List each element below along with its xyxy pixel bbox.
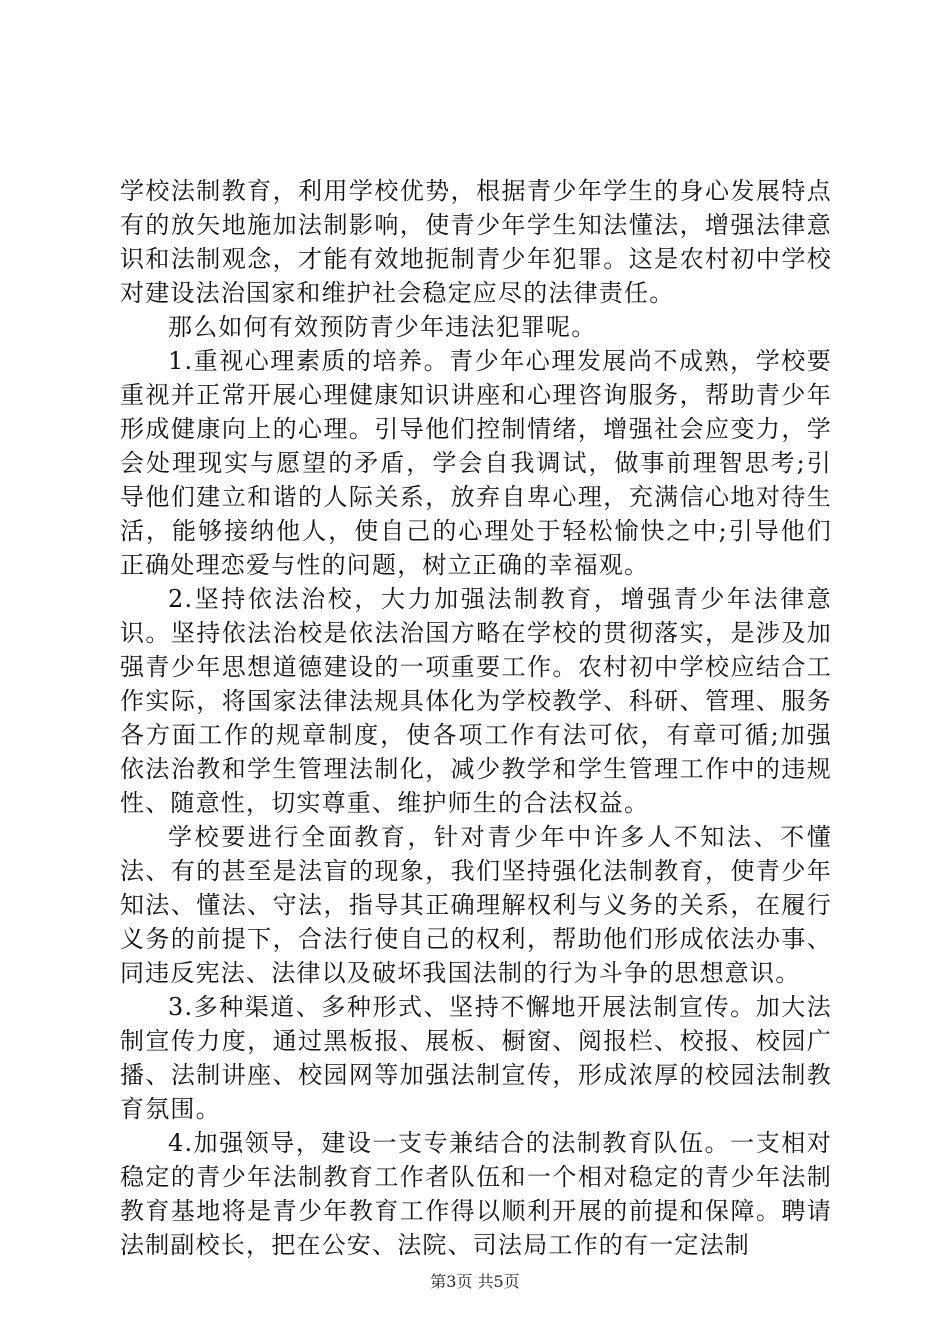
document-body — [120, 174, 832, 1262]
paragraph-point-1: 1.重视心理素质的培养。青少年心理发展尚不成熟，学校要重视并正常开展心理健康知识讲座和心理咨询服务，帮助青少年形成健康向上的心理。引导他们控制情绪，增强社会应变力，学会处理现实与愿望的矛盾，学会自我调试，做事前理智思考;引导他们建立和谐的人际关系，放弃自卑心理，充满信心地对待生活，能够接纳他人，使自己的心理处于轻松愉快之中;引导他们正确处理恋爱与性的问题，树立正确的幸福观。 — [120, 347, 832, 579]
paragraph-question: 那么如何有效预防青少年违法犯罪呢。 — [168, 313, 597, 341]
page-number-footer: 第3页 共5页 — [430, 1272, 520, 1291]
paragraph-intro: 学校法制教育，利用学校优势，根据青少年学生的身心发展特点有的放矢地施加法制影响，使青少年学生知法懂法，增强法律意识和法制观念，才能有效地扼制青少年犯罪。这是农村初中学校对建设法治国家和维护社会稳定应尽的法律责任。 — [120, 177, 832, 307]
paragraph-comprehensive-education: 学校要进行全面教育，针对青少年中许多人不知法、不懂法、有的甚至是法盲的现象，我们坚持强化法制教育，使青少年知法、懂法、守法，指导其正确理解权利与义务的关系，在履行义务的前提下，合法行使自己的权利，帮助他们形成依法办事、同违反宪法、法律以及破坏我国法制的行为斗争的思想意识。 — [120, 823, 832, 987]
paragraph-point-2: 2.坚持依法治校，大力加强法制教育，增强青少年法律意识。坚持依法治校是依法治国方略在学校的贯彻落实，是涉及加强青少年思想道德建设的一项重要工作。农村初中学校应结合工作实际，将国家法律法规具体化为学校教学、科研、管理、服务各方面工作的规章制度，使各项工作有法可依，有章可循;加强依法治教和学生管理法制化，减少教学和学生管理工作中的违规性、随意性，切实尊重、维护师生的合法权益。 — [120, 585, 832, 817]
paragraph-point-3: 3.多种渠道、多种形式、坚持不懈地开展法制宣传。加大法制宣传力度，通过黑板报、展板、橱窗、阅报栏、校报、校园广播、法制讲座、校园网等加强法制宣传，形成浓厚的校园法制教育氛围。 — [120, 993, 832, 1123]
paragraph-point-4: 4.加强领导，建设一支专兼结合的法制教育队伍。一支相对稳定的青少年法制教育工作者队伍和一个相对稳定的青少年法制教育基地将是青少年教育工作得以顺利开展的前提和保障。聘请法制副校长，把在公安、法院、司法局工作的有一定法制 — [120, 1129, 832, 1259]
